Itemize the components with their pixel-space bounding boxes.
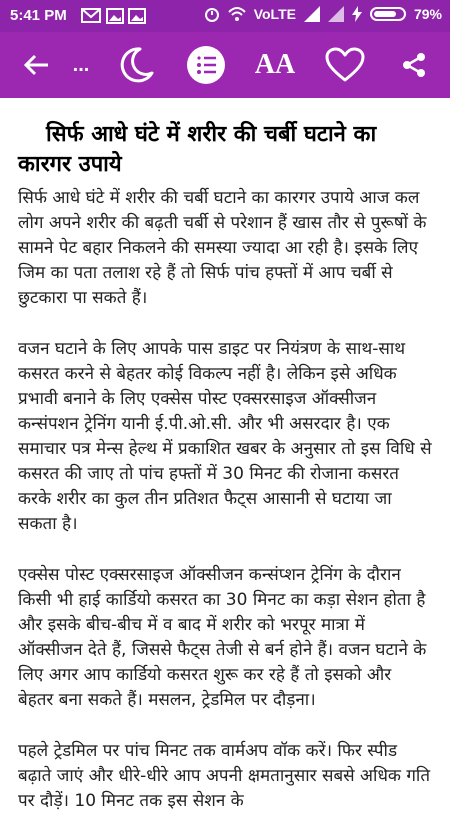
charging-icon	[352, 6, 362, 22]
status-time: 5:41 PM	[10, 7, 67, 24]
list-button[interactable]	[182, 32, 230, 98]
notification-icons	[80, 5, 150, 32]
article-paragraph: पहले ट्रेडमिल पर पांच मिनट तक वार्मअप वॉक करें। फिर स्पीड बढ़ाते जाएं और धीरे-धीरे आप अपनी क्षमतानुसार सबसे अधिक गति पर दौड़ें। 10 मिनट तक इस सेशन के	[18, 741, 431, 811]
list-icon	[186, 45, 226, 85]
status-bar	[0, 0, 450, 32]
share-button[interactable]	[394, 32, 434, 98]
article-paragraph: सिर्फ आधे घंटे में शरीर की चर्बी घटाने का कारगर उपाये आज कल लोग अपने शरीर की बढ़ती चर्बी से परेशान हैं खास तौर से पुरूषों के सामने पेट बहार निकलने की समस्या ज्यादा आ रही है। इसके लिए जिम का पता तलाश रहे हैं तो सिर्फ पांच हफ्तों में आप चर्बी से छुटकारा पा सकते हैं।	[18, 188, 427, 308]
network-label: VoLTE	[253, 6, 296, 22]
image-icon	[107, 9, 123, 23]
mail-icon	[82, 9, 100, 22]
app-toolbar	[0, 32, 450, 98]
favorite-button[interactable]	[320, 32, 370, 98]
signal-icon	[304, 6, 320, 22]
image-icon-2	[129, 9, 145, 23]
battery-icon	[370, 7, 406, 21]
article-content[interactable]	[0, 98, 450, 811]
night-mode-icon	[116, 45, 156, 85]
signal-icon-2	[328, 6, 344, 22]
article-paragraph: एक्सेस पोस्ट एक्सरसाइज ऑक्सीजन कन्संप्शन ट्रेनिंग के दौरान किसी भी हाई कार्डियो कसरत का 30 मिनट का कड़ा सेशन होता है और इसके बीच-बीच में व बाद में शरीर को भरपूर मात्रा में ऑक्सीजन देते हैं, जिससे फैट्स तेजी से बर्न होने हैं। वजन घटाने के लिए अगर आप कार्डियो कसरत शुरू कर रहे हैं तो इसको और बेहतर बना सकते हैं। मसलन, ट्रेडमिल पर दौड़ना।	[18, 565, 427, 710]
more-button[interactable]: ...	[72, 53, 90, 76]
wifi-icon	[228, 6, 246, 22]
share-icon	[400, 51, 428, 79]
night-mode-button[interactable]	[112, 32, 160, 98]
font-size-icon: AA	[254, 49, 296, 80]
favorite-icon	[325, 47, 365, 83]
article-title: सिर्फ आधे घंटे में शरीर की चर्बी घटाने का कारगर उपाये	[18, 122, 377, 177]
article-paragraph: वजन घटाने के लिए आपके पास डाइट पर नियंत्रण के साथ-साथ कसरत करने से बेहतर कोई विकल्प नहीं है। लेकिन इसे अधिक प्रभावी बनाने के लिए एक्सेस पोस्ट एक्सरसाइज ऑक्सीजन कन्संपशन ट्रेनिंग यानी ई.पी.ओ.सी. और भी असरदार है। एक समाचार पत्र मेन्स हेल्थ में प्रकाशित खबर के अनुसार तो इस विधि से कसरत की जाए तो पांच हफ्तों में 30 मिनट की रोजाना कसरत करके शरीर का कुल तीन प्रतिशत फैट्स आसानी से घटाया जा सकता है।	[18, 339, 432, 534]
status-right	[204, 6, 442, 22]
back-button[interactable]	[16, 32, 56, 98]
alarm-icon	[204, 6, 220, 22]
battery-percent: 79%	[413, 6, 442, 22]
battery-fill	[374, 11, 396, 17]
back-arrow-icon	[22, 53, 50, 77]
font-size-button[interactable]	[250, 32, 300, 98]
